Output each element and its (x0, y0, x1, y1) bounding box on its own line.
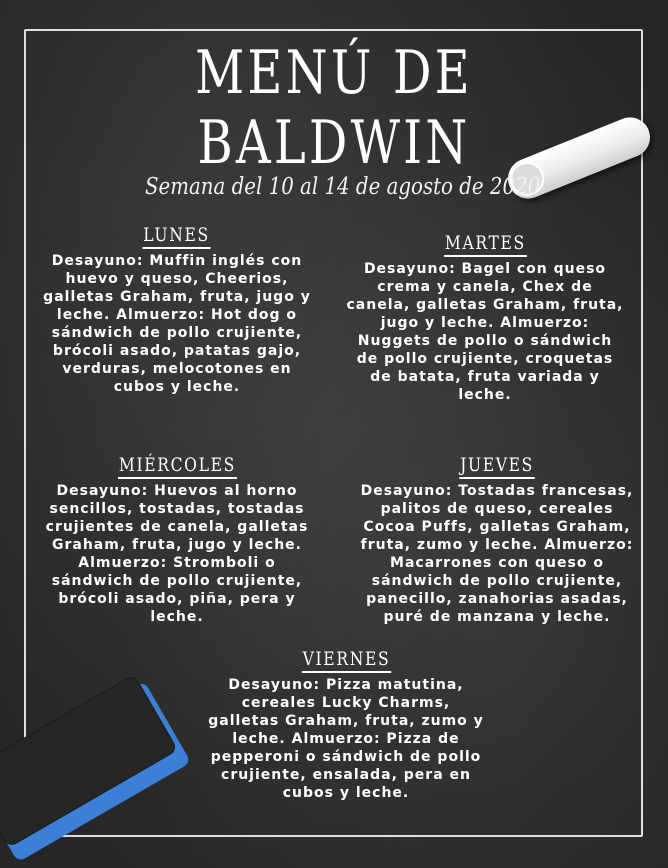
day-section-martes (346, 232, 624, 404)
day-menu-miercoles: Desayuno: Huevos al horno sencillos, tostadas, tostadas crujientes de canela, galletas Graham, fruta, jugo y leche. Almuerzo: Stromboli o sándwich de pollo crujiente, brócoli asado, piña, pera y leche. (45, 483, 309, 625)
week-subtitle: Semana del 10 al 14 de agosto de 2020 (145, 174, 541, 200)
day-heading-miercoles: MIÉRCOLES (118, 454, 237, 479)
day-heading-lunes: LUNES (143, 224, 211, 249)
day-heading-martes: MARTES (444, 232, 527, 257)
day-section-jueves (356, 454, 638, 626)
day-menu-viernes: Desayuno: Pizza matutina, cereales Lucky Charms, galletas Graham, fruta, zumo y leche. Almuerzo: Pizza de pepperoni o sándwich de pollo crujiente, ensalada, pera en cubos y leche. (208, 677, 484, 801)
page-title: MENÚ DE BALDWIN (195, 38, 473, 178)
day-menu-lunes: Desayuno: Muffin inglés con huevo y queso, Cheerios, galletas Graham, fruta, jugo y leche. Almuerzo: Hot dog o sándwich de pollo crujiente, brócoli asado, patatas gajo, verduras, melocotones en cubos y leche. (43, 253, 311, 395)
day-menu-jueves: Desayuno: Tostadas francesas, palitos de queso, cereales Cocoa Puffs, galletas Graham, fruta, zumo y leche. Almuerzo: Macarrones con queso o sándwich de pollo crujiente, panecillo, zanahorias asadas, puré de manzana y leche. (360, 483, 634, 625)
day-heading-jueves: JUEVES (459, 454, 535, 479)
day-heading-viernes: VIERNES (301, 648, 390, 673)
day-menu-martes: Desayuno: Bagel con queso crema y canela, Chex de canela, galletas Graham, fruta, jugo y leche. Almuerzo: Nuggets de pollo o sándwich de pollo crujiente, croquetas de batata, fruta variada y leche. (346, 261, 624, 403)
day-section-miercoles (36, 454, 318, 626)
day-section-lunes (36, 224, 318, 396)
day-section-viernes (206, 648, 486, 802)
